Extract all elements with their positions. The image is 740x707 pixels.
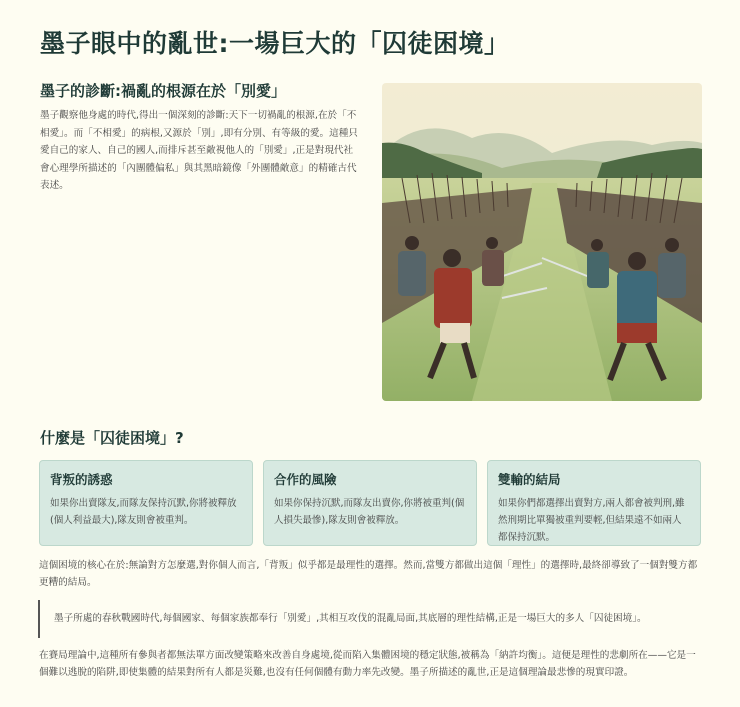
blockquote: 墨子所處的春秋戰國時代,每個國家、每個家族都奉行「別愛」,其相互攻伐的混亂局面,其底層的理性結構,正是一場巨大的多人「囚徒困境」。 bbox=[38, 600, 702, 638]
card-text: 如果你保持沉默,而隊友出賣你,你將被重判(個人損失最慘),隊友則會被釋放。 bbox=[274, 498, 465, 526]
nash-equilibrium-paragraph: 在賽局理論中,這種所有參與者都無法單方面改變策略來改善自身處境,從而陷入集體困境的穩定狀態,被稱為「納許均衡」。這便是理性的悲劇所在——它是一個難以逃脫的陷阱,即使集體的結果對所有人都是災難,也沒有任何個體有動力率先改變。墨子所描述的亂世,正是這個理論最悲慘的現實印證。 bbox=[39, 650, 696, 678]
card-cooperation bbox=[263, 460, 477, 546]
dilemma-core-paragraph: 這個困境的核心在於:無論對方怎麼選,對你個人而言,「背叛」似乎都是最理性的選擇。然而,當雙方都做出這個「理性」的選擇時,最終卻導致了一個對雙方都更糟的結局。 bbox=[39, 560, 698, 588]
dilemma-heading: 什麼是「囚徒困境」? bbox=[40, 429, 184, 447]
card-title: 背叛的誘惑 bbox=[50, 472, 113, 487]
card-title: 合作的風險 bbox=[274, 472, 337, 487]
card-lose-lose bbox=[487, 460, 701, 546]
card-title: 雙輸的結局 bbox=[498, 472, 561, 487]
battle-illustration bbox=[382, 83, 702, 401]
hero-illustration bbox=[382, 83, 702, 401]
intro-paragraph: 墨子觀察他身處的時代,得出一個深刻的診斷:天下一切禍亂的根源,在於「不相愛」。而「不相愛」的病根,又源於「別」,即有分別、有等級的愛。這種只愛自己的家人、自己的國人,而排斥甚至敵視他人的「別愛」,正是對現代社會心理學所描述的「內團體偏私」與其黑暗鏡像「外團體敵意」的精確古代表述。 bbox=[40, 110, 358, 191]
intro-heading: 墨子的診斷:禍亂的根源在於「別愛」 bbox=[40, 82, 287, 100]
card-betrayal bbox=[39, 460, 253, 546]
page-title: 墨子眼中的亂世:一場巨大的「囚徒困境」 bbox=[40, 29, 510, 58]
card-text: 如果你出賣隊友,而隊友保持沉默,你將被釋放(個人利益最大),隊友則會被重判。 bbox=[50, 498, 237, 526]
card-text: 如果你們都選擇出賣對方,兩人都會被判刑,雖然刑期比單獨被重判要輕,但結果遠不如兩人都保持沉默。 bbox=[498, 498, 685, 543]
